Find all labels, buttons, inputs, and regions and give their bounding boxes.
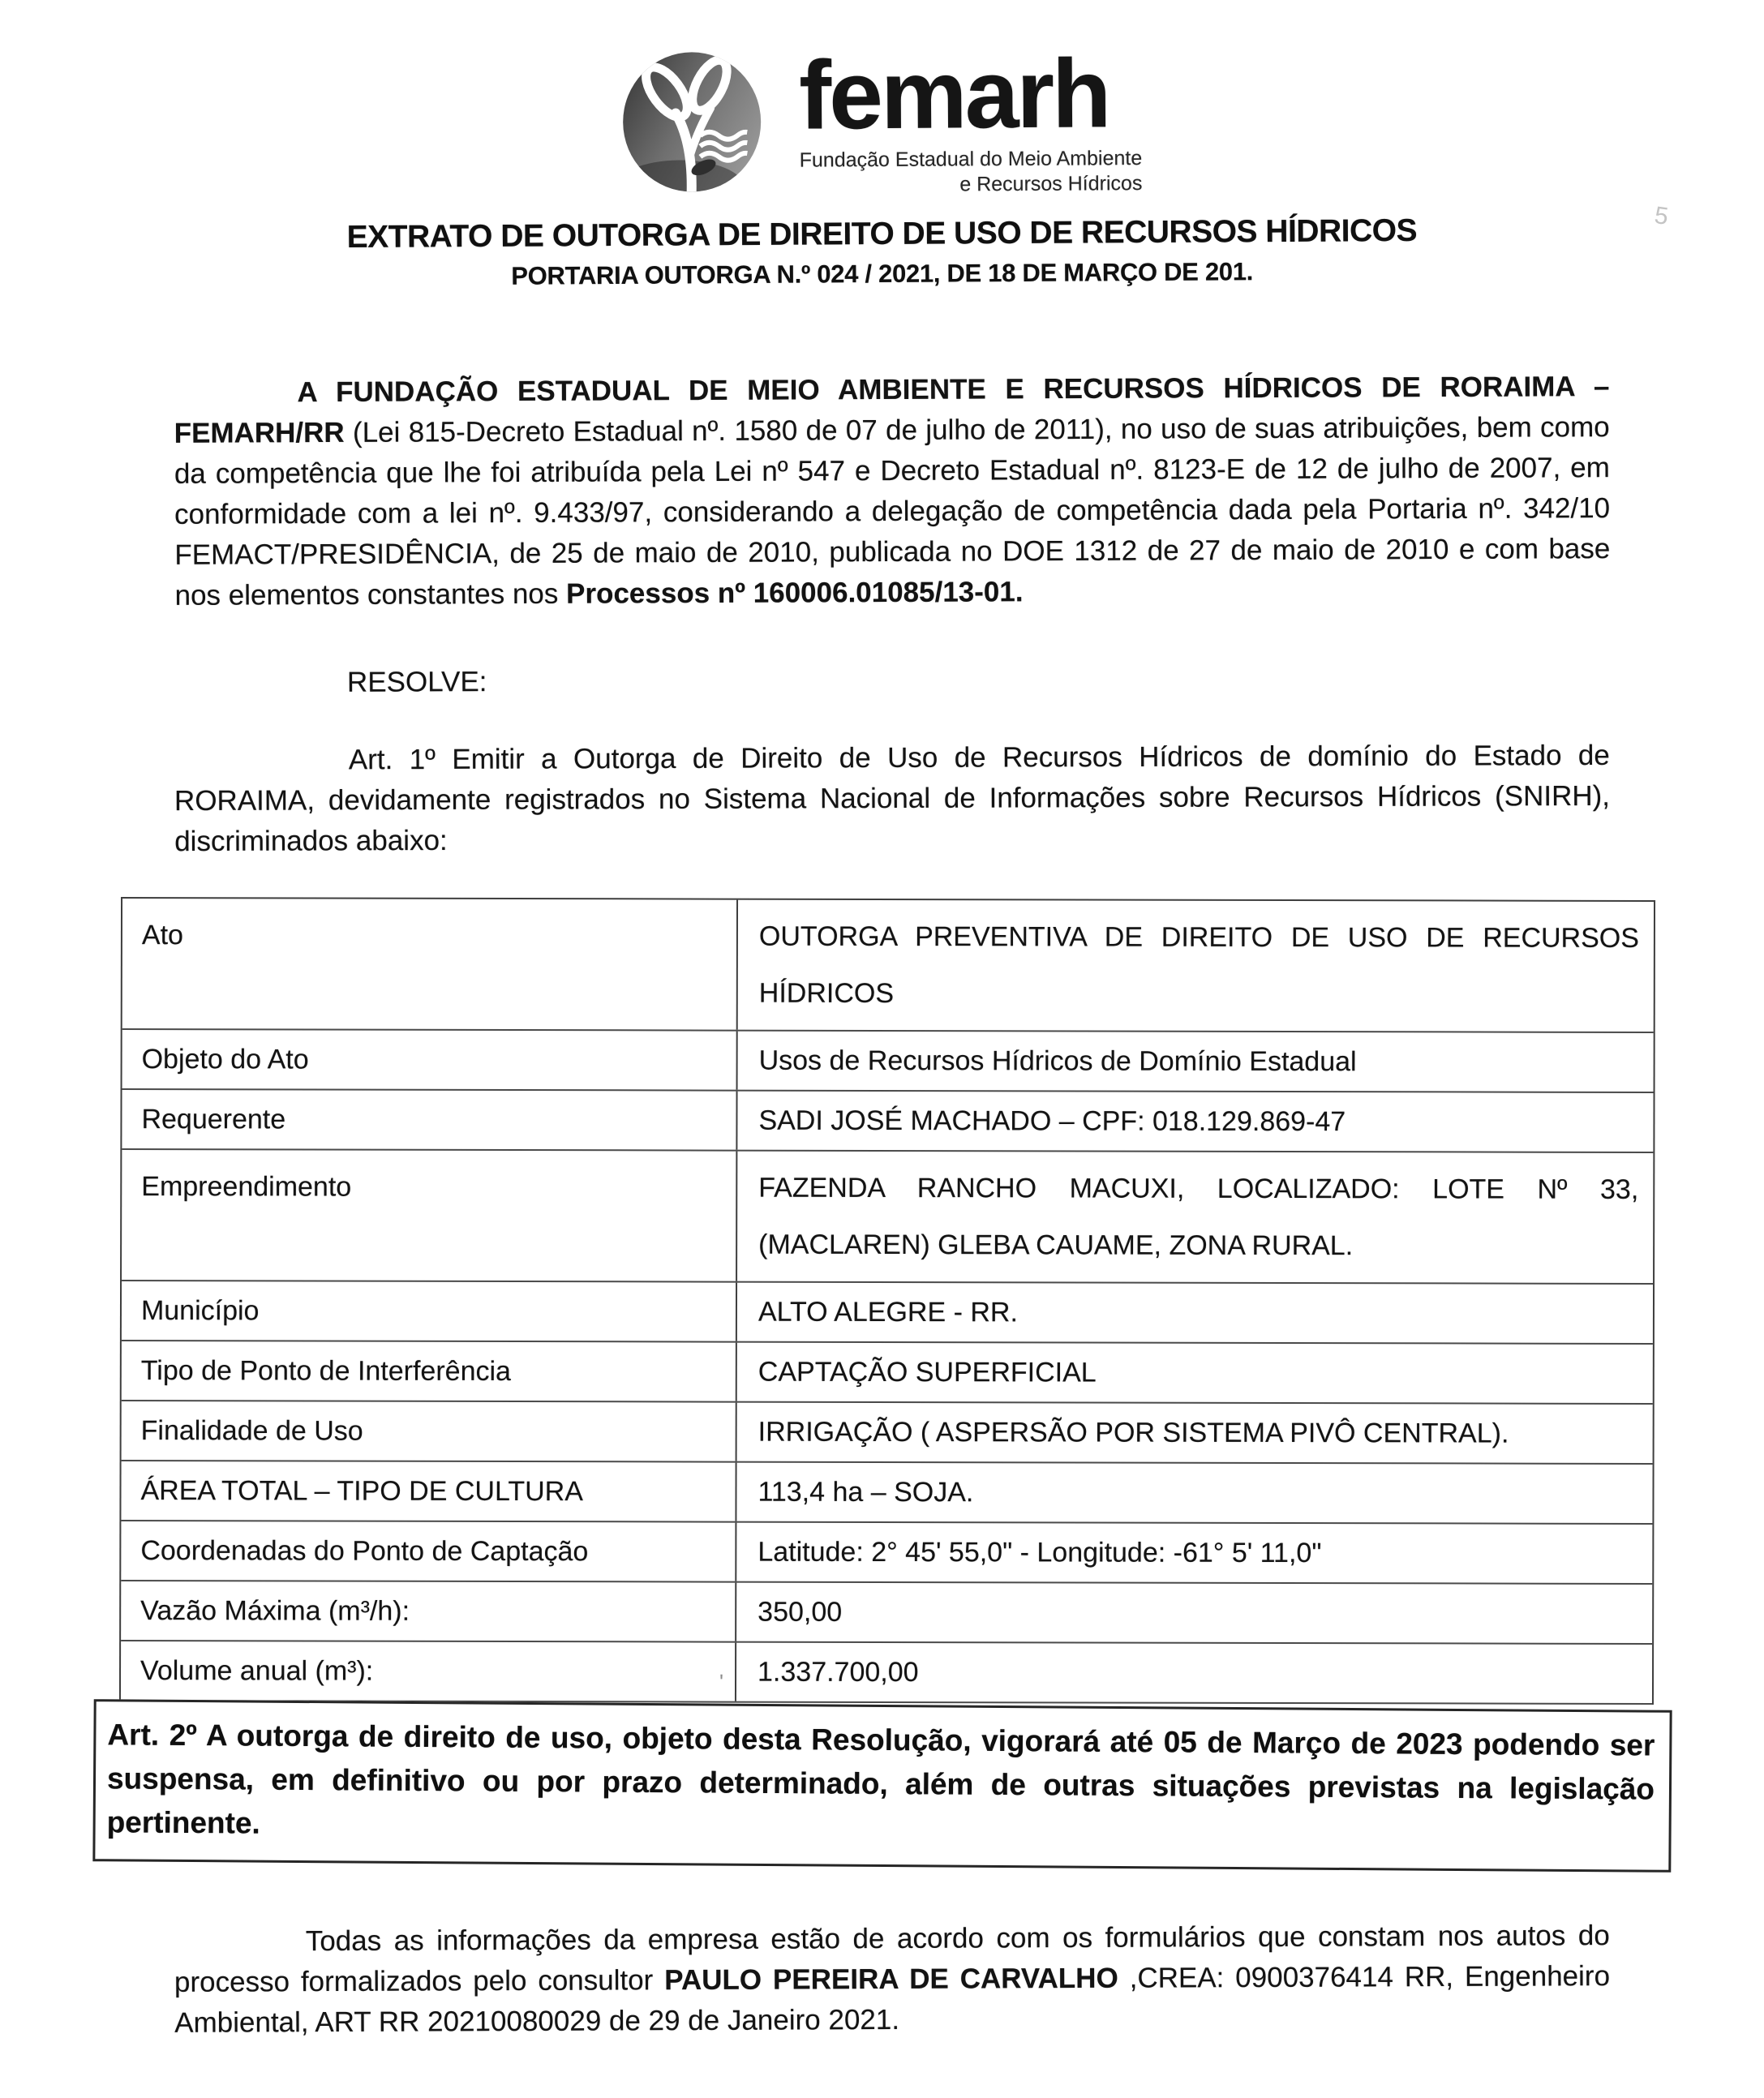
logo-tagline [800, 146, 1143, 198]
row-label: Finalidade de Uso [140, 1415, 363, 1448]
logo-tagline-line2: e Recursos Hídricos [959, 171, 1143, 196]
table-row-coordenadas [121, 1521, 1652, 1585]
closing-paragraph [174, 1916, 1611, 2044]
closing-after: ,CREA: 0900376414 RR, Engenheiro Ambiental, ART RR 20210080029 de 29 de Janeiro 2021. [174, 1960, 1611, 2040]
femarh-logo [622, 39, 1143, 199]
row-label: Requerente [141, 1104, 286, 1135]
row-value: OUTORGA PREVENTIVA DE DIREITO DE USO DE RECURSOS HÍDRICOS [736, 900, 1654, 1032]
intro-paragraph [174, 367, 1610, 617]
table-row-empreendimento [122, 1150, 1653, 1285]
resolve-heading: RESOLVE: [346, 666, 487, 699]
table-row-volume-anual [121, 1641, 1652, 1705]
plant-water-logo-icon [622, 51, 762, 193]
article-2-box: Art. 2º A outorga de direito de uso, objeto desta Resolução, vigorará até 05 de Março de 2023 podendo ser suspensa, em definitivo ou por prazo determinado, além de outras situações previstas na legislação pertinente. [92, 1700, 1672, 1873]
table-row-vazao-maxima [121, 1581, 1652, 1645]
row-value: FAZENDA RANCHO MACUXI, LOCALIZADO: LOTE Nº 33, (MACLAREN) GLEBA CAUAME, ZONA RURAL. [736, 1152, 1653, 1283]
intro-bold-lead: A FUNDAÇÃO ESTADUAL DE MEIO AMBIENTE E RECURSOS HÍDRICOS DE RORAIMA – FEMARH/RR [174, 371, 1610, 450]
row-value: Usos de Recursos Hídricos de Domínio Estadual [736, 1032, 1654, 1092]
row-value: SADI JOSÉ MACHADO – CPF: 018.129.869-47 [736, 1092, 1653, 1152]
row-value: Latitude: 2° 45' 55,0" - Longitude: -61° 5' 11,0" [735, 1523, 1652, 1583]
document-subtitle: PORTARIA OUTORGA N.º 024 / 2021, DE 18 DE MARÇO DE 201. [511, 257, 1254, 291]
row-label: Ato [141, 920, 184, 951]
row-value: 1.337.700,00 [735, 1643, 1652, 1703]
row-label-text: Volume anual (m³): [140, 1655, 374, 1688]
row-label: Município [140, 1295, 260, 1327]
article-1-paragraph: Art. 1º Emitir a Outorga de Direito de Uso de Recursos Hídricos de domínio do Estado de RORAIMA, devidamente registrados no Sistema Nacional de Informações sobre Recursos Hídricos (SNIRH), discriminados abaixo: [174, 740, 1611, 858]
table-row-requerente [122, 1090, 1653, 1153]
row-label: Objeto do Ato [141, 1044, 309, 1075]
table-row-objeto-do-ato [122, 1030, 1654, 1093]
scan-artifact-mark: 5 [1652, 202, 1670, 231]
table-row-ato [122, 899, 1654, 1033]
intro-body: (Lei 815-Decreto Estadual nº. 1580 de 07 de julho de 2011), no uso de suas atribuições, bem como da competência que lhe foi atribuída pela Lei nº 547 e Decreto Estadual nº. 8123-E de 12 de julho de 2007, em conformidade com a lei nº. 9.433/97, considerando a delegação de competência dada pela Portaria nº. 342/10 FEMACT/PRESIDÊNCIA, de 25 de maio de 2010, publicada no DOE 1312 de 27 de maio de 2010 e com base nos elementos constantes nos [174, 411, 1611, 612]
row-value: 350,00 [735, 1583, 1652, 1643]
title-block [0, 212, 1764, 294]
table-row-area-total [121, 1461, 1652, 1525]
row-value: IRRIGAÇÃO ( ASPERSÃO POR SISTEMA PIVÔ CENTRAL). [736, 1403, 1653, 1463]
row-label: ÁREA TOTAL – TIPO DE CULTURA [140, 1475, 583, 1508]
row-label: Coordenadas do Ponto de Captação [140, 1535, 589, 1568]
table-row-finalidade [122, 1401, 1653, 1465]
logo-tagline-line1: Fundação Estadual do Meio Ambiente [799, 147, 1143, 173]
row-label: Vazão Máxima (m³/h): [140, 1595, 410, 1628]
logo-text-block [798, 39, 1143, 198]
document-title: EXTRATO DE OUTORGA DE DIREITO DE USO DE RECURSOS HÍDRICOS [346, 213, 1418, 255]
row-label [121, 1641, 735, 1701]
row-label: Empreendimento [141, 1171, 352, 1203]
closing-before: Todas as informações da empresa estão de acordo com os formulários que constam nos autos do processo formalizados pelo consultor [174, 1920, 1610, 1999]
document-header [0, 0, 1764, 203]
table-row-municipio [122, 1281, 1653, 1345]
scan-artifact-tick: ' [719, 1669, 724, 1694]
row-value: CAPTAÇÃO SUPERFICIAL [736, 1343, 1653, 1403]
intro-bold-tail: Processos nº 160006.01085/13-01. [565, 576, 1024, 611]
row-value: 113,4 ha – SOJA. [735, 1463, 1652, 1523]
consultant-name: PAULO PEREIRA DE CARVALHO [664, 1963, 1118, 1997]
row-label: Tipo de Ponto de Interferência [140, 1355, 512, 1388]
grant-table [119, 897, 1655, 1705]
brand-name: femarh [798, 39, 1109, 150]
row-value: ALTO ALEGRE - RR. [736, 1283, 1653, 1343]
table-row-tipo-de-ponto [122, 1341, 1653, 1405]
